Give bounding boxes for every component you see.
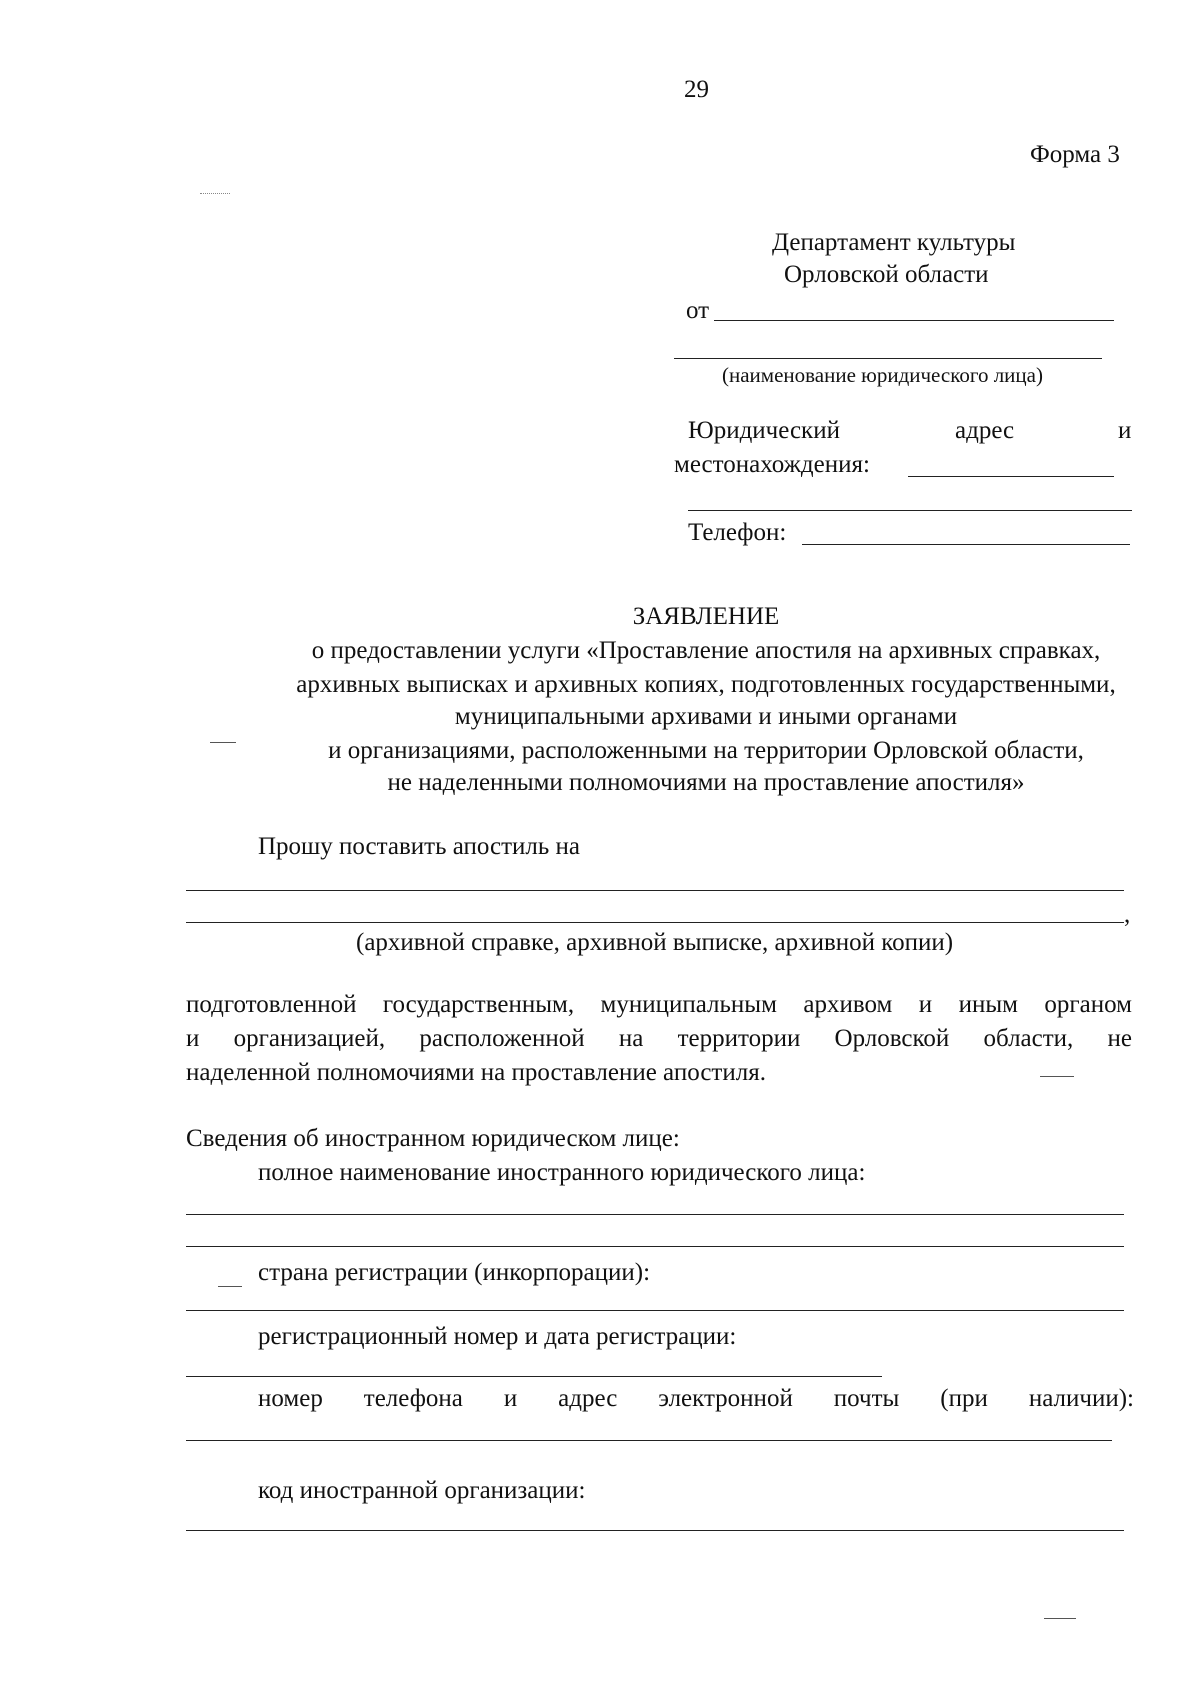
recipient-line-1: Департамент культуры [772,229,1016,256]
recipient-line-2: Орловской области [784,261,989,288]
request-field-2[interactable] [186,922,1124,923]
subtitle-line-2: архивных выписках и архивных копиях, подготовленных государственными, [296,671,1116,698]
scan-mark [1044,1618,1076,1619]
address-word-1: Юридический [688,417,840,444]
full-name-field-1[interactable] [186,1214,1124,1215]
subtitle-line-3: муниципальными архивами и иными органами [454,703,958,730]
request-caption: (архивной справке, архивной выписке, архивной копии) [356,929,954,956]
address-field[interactable] [908,476,1114,477]
subtitle-line-4: и организациями, расположенными на территории Орловской области, [328,737,1084,764]
request-paragraph-line-2: и организацией, расположенной на территории Орловской области, не [186,1025,1132,1052]
country-field[interactable] [186,1310,1124,1311]
full-name-label: полное наименование иностранного юридического лица: [258,1159,866,1186]
reg-number-field[interactable] [186,1376,882,1377]
contact-field[interactable] [186,1440,1112,1441]
location-label: местонахождения: [674,451,870,478]
org-code-label: код иностранной организации: [258,1477,586,1504]
document-title: ЗАЯВЛЕНИЕ [632,603,780,630]
full-name-field-2[interactable] [186,1246,1124,1247]
request-paragraph-line-3: наделенной полномочиями на проставление апостиля. [186,1059,766,1086]
applicant-name-caption: (наименование юридического лица) [722,363,1043,387]
org-code-field[interactable] [186,1530,1124,1531]
page-number: 29 [684,76,709,103]
phone-field[interactable] [802,544,1130,545]
form-label: Форма 3 [1030,141,1120,168]
address-field-2[interactable] [688,510,1132,511]
request-field-1[interactable] [186,890,1124,891]
country-label: страна регистрации (инкорпорации): [258,1259,651,1286]
request-paragraph-line-1: подготовленной государственным, муниципальным архивом и иным органом [186,991,1132,1018]
scan-mark [1040,1076,1074,1077]
address-word-2: адрес [955,417,1015,444]
phone-label: Телефон: [688,519,787,546]
subtitle-line-1: о предоставлении услуги «Проставление апостиля на архивных справках, [311,637,1101,664]
from-label: от [686,297,710,324]
subtitle-line-5: не наделенными полномочиями на проставление апостиля» [387,769,1025,796]
applicant-name-field[interactable] [714,320,1114,321]
request-text: Прошу поставить апостиль на [258,833,581,860]
scan-mark [200,193,230,194]
address-word-3: и [1118,417,1132,444]
foreign-entity-heading: Сведения об иностранном юридическом лице: [186,1125,680,1152]
contact-label: номер телефона и адрес электронной почты (при наличии): [258,1385,1134,1412]
request-comma: , [1124,901,1131,928]
applicant-name-field-2[interactable] [674,358,1102,359]
reg-number-label: регистрационный номер и дата регистрации: [258,1323,737,1350]
scan-mark [218,1286,242,1287]
